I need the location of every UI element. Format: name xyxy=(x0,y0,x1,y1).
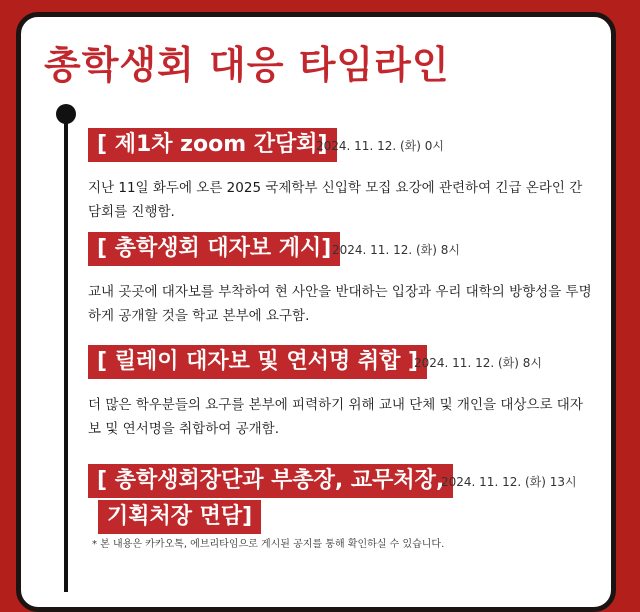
entry-date: 2024. 11. 12. (화) 13시 xyxy=(441,475,577,489)
timeline-entry xyxy=(88,128,593,224)
entry-label: [ 총학생회 대자보 게시] xyxy=(88,232,340,266)
entry-date: 2024. 11. 12. (화) 8시 xyxy=(332,243,460,257)
entry-label-line2: 기획처장 면담] xyxy=(98,500,261,534)
page-title: 총학생회 대응 타임라인 xyxy=(44,43,450,87)
entry-description: 더 많은 학우분들의 요구를 본부에 피력하기 위해 교내 단체 및 개인을 대상으로 대자보 및 연서명을 취합하여 공개함. xyxy=(88,397,583,437)
timeline-entry xyxy=(88,464,577,534)
footnote: * 본 내용은 카카오톡, 에브리타임으로 게시된 공지를 통해 확인하실 수 있습니다. xyxy=(92,539,445,550)
entry-label: [ 릴레이 대자보 및 연서명 취합 ] xyxy=(88,345,427,379)
entry-label: [ 제1차 zoom 간담회] xyxy=(88,128,337,162)
entry-label-line1: [ 총학생회장단과 부총장, 교무처장, xyxy=(88,464,453,498)
entry-description: 지난 11일 화두에 오른 2025 국제학부 신입학 모집 요강에 관련하여 긴급 온라인 간담회를 진행함. xyxy=(88,180,583,220)
timeline-entry xyxy=(88,232,593,328)
timeline-entry xyxy=(88,345,593,441)
timeline-start-dot xyxy=(56,104,76,124)
timeline-line xyxy=(64,112,68,592)
entry-date: 2024. 11. 12. (화) 8시 xyxy=(414,356,542,370)
entry-description: 교내 곳곳에 대자보를 부착하여 현 사안을 반대하는 입장과 우리 대학의 방향성을 투명하게 공개할 것을 학교 본부에 요구함. xyxy=(88,284,592,324)
entry-date: 2024. 11. 12. (화) 0시 xyxy=(316,139,444,153)
